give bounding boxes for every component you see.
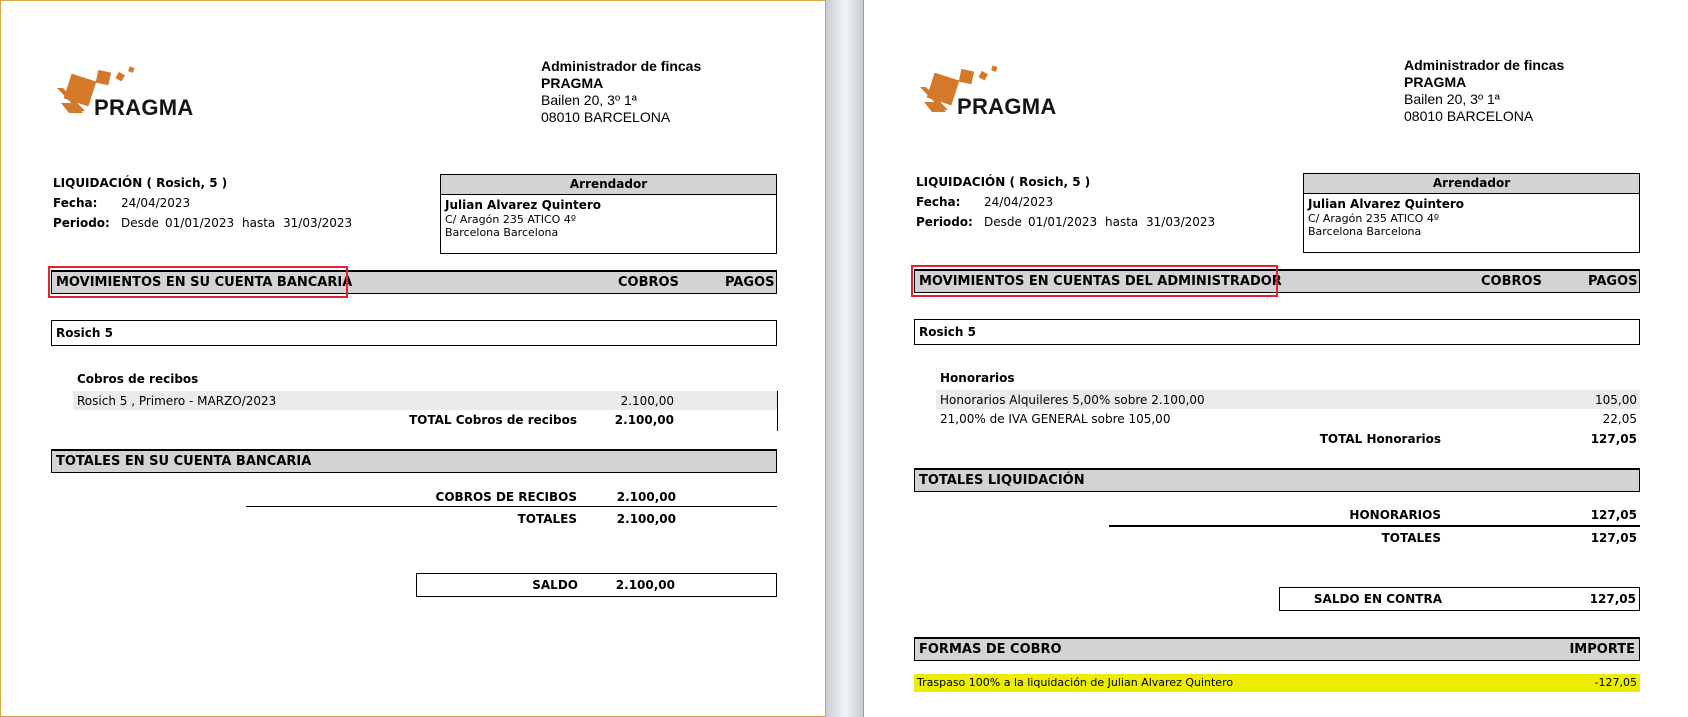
formas-title: FORMAS DE COBRO (919, 642, 1062, 657)
arrendador-address: C/ Aragón 235 ATICO 4º (445, 213, 576, 226)
arrendador-city: Barcelona Barcelona (1308, 225, 1422, 238)
col-pagos: PAGOS (725, 275, 775, 290)
sum-rule (246, 506, 777, 507)
pragma-logo (920, 62, 1080, 122)
logo-text: PRAGMA (94, 95, 194, 120)
hasta-label: hasta (1105, 215, 1139, 229)
desde-value: 01/01/2023 (165, 216, 235, 230)
group-title: Honorarios (940, 371, 1015, 385)
hasta-label: hasta (242, 216, 276, 230)
row2-desc: 21,00% de IVA GENERAL sobre 105,00 (940, 412, 1171, 426)
desde-label: Desde (121, 216, 159, 230)
fecha-label: Fecha: (916, 195, 961, 209)
totals-title: TOTALES LIQUIDACIÓN (919, 473, 1085, 488)
row-border (777, 391, 778, 431)
periodo-label: Periodo: (916, 215, 973, 229)
row1-value: 2.100,00 (620, 394, 674, 408)
highlight-box (48, 266, 348, 298)
col-cobros: COBROS (618, 275, 679, 290)
agency-line4: 08010 BARCELONA (1404, 108, 1534, 124)
saldo-box (1279, 587, 1640, 611)
col-cobros: COBROS (1481, 274, 1542, 289)
agency-line3: Bailen 20, 3º 1ª (541, 92, 637, 108)
saldo-box (416, 573, 777, 597)
agency-line2: PRAGMA (1404, 74, 1467, 90)
row1-value: 105,00 (1595, 393, 1637, 407)
fecha-label: Fecha: (53, 196, 98, 210)
sum2-value: 2.100,00 (616, 512, 676, 526)
fecha-value: 24/04/2023 (121, 196, 191, 210)
page-gutter (826, 0, 863, 717)
group-title: Cobros de recibos (77, 372, 199, 386)
logo-text: PRAGMA (957, 94, 1057, 119)
arrendador-title: Arrendador (441, 175, 776, 195)
sum1-value: 2.100,00 (616, 490, 676, 504)
totals-title: TOTALES EN SU CUENTA BANCARIA (56, 454, 312, 469)
liquidacion-title: LIQUIDACIÓN ( Rosich, 5 ) (53, 176, 228, 190)
saldo-label: SALDO EN CONTRA (1313, 592, 1442, 606)
arrendador-address: C/ Aragón 235 ATICO 4º (1308, 212, 1439, 225)
saldo-value: 127,05 (1589, 592, 1636, 606)
agency-address (1404, 57, 1564, 125)
col-pagos: PAGOS (1588, 274, 1638, 289)
agency-address (541, 58, 701, 126)
sum1-label: HONORARIOS (1349, 508, 1441, 522)
row1-desc: Honorarios Alquileres 5,00% sobre 2.100,00 (940, 393, 1205, 407)
saldo-label: SALDO (532, 578, 578, 592)
totals-bar (51, 449, 777, 473)
property-name: Rosich 5 (919, 325, 976, 339)
traspaso-desc: Traspaso 100% a la liquidación de Julian Alvarez Quintero (917, 676, 1234, 689)
agency-line3: Bailen 20, 3º 1ª (1404, 91, 1500, 107)
arrendador-box (440, 174, 777, 254)
row1-desc: Rosich 5 , Primero - MARZO/2023 (77, 394, 277, 408)
property-name: Rosich 5 (56, 326, 113, 340)
agency-line4: 08010 BARCELONA (541, 109, 671, 125)
total-value: 127,05 (1590, 432, 1637, 446)
hasta-value: 31/03/2023 (1146, 215, 1216, 229)
arrendador-name: Julian Alvarez Quintero (445, 198, 602, 212)
sum1-label: COBROS DE RECIBOS (435, 490, 577, 504)
arrendador-name: Julian Alvarez Quintero (1308, 197, 1465, 211)
sum1-value: 127,05 (1590, 508, 1637, 522)
saldo-value: 2.100,00 (615, 578, 675, 592)
hasta-value: 31/03/2023 (283, 216, 353, 230)
arrendador-box (1303, 173, 1640, 253)
liquidacion-title: LIQUIDACIÓN ( Rosich, 5 ) (916, 175, 1091, 189)
total-label: TOTAL Honorarios (1319, 432, 1441, 446)
formas-bar (914, 637, 1640, 661)
traspaso-value: -127,05 (1594, 676, 1637, 689)
desde-value: 01/01/2023 (1028, 215, 1098, 229)
total-label: TOTAL Cobros de recibos (408, 413, 577, 427)
sum2-value: 127,05 (1590, 531, 1637, 545)
arrendador-title: Arrendador (1304, 174, 1639, 194)
row2-value: 22,05 (1602, 412, 1637, 426)
agency-line1: Administrador de fincas (1404, 57, 1565, 73)
page-left (0, 0, 826, 717)
page-right (863, 0, 1688, 717)
section-title: MOVIMIENTOS EN SU CUENTA BANCARIA (56, 275, 353, 290)
property-box (914, 319, 1640, 345)
desde-label: Desde (984, 215, 1022, 229)
sum-rule (1109, 525, 1640, 527)
highlight-box (911, 265, 1278, 297)
total-value: 2.100,00 (614, 413, 674, 427)
agency-line1: Administrador de fincas (541, 58, 702, 74)
fecha-value: 24/04/2023 (984, 195, 1054, 209)
formas-col: IMPORTE (1569, 642, 1635, 657)
pragma-logo (57, 63, 217, 123)
section-title: MOVIMIENTOS EN CUENTAS DEL ADMINISTRADOR (919, 274, 1282, 289)
periodo-label: Periodo: (53, 216, 110, 230)
sum2-label: TOTALES (1381, 531, 1441, 545)
property-box (51, 320, 777, 346)
sum2-label: TOTALES (517, 512, 577, 526)
arrendador-city: Barcelona Barcelona (445, 226, 559, 239)
agency-line2: PRAGMA (541, 75, 604, 91)
totals-bar (914, 468, 1640, 492)
